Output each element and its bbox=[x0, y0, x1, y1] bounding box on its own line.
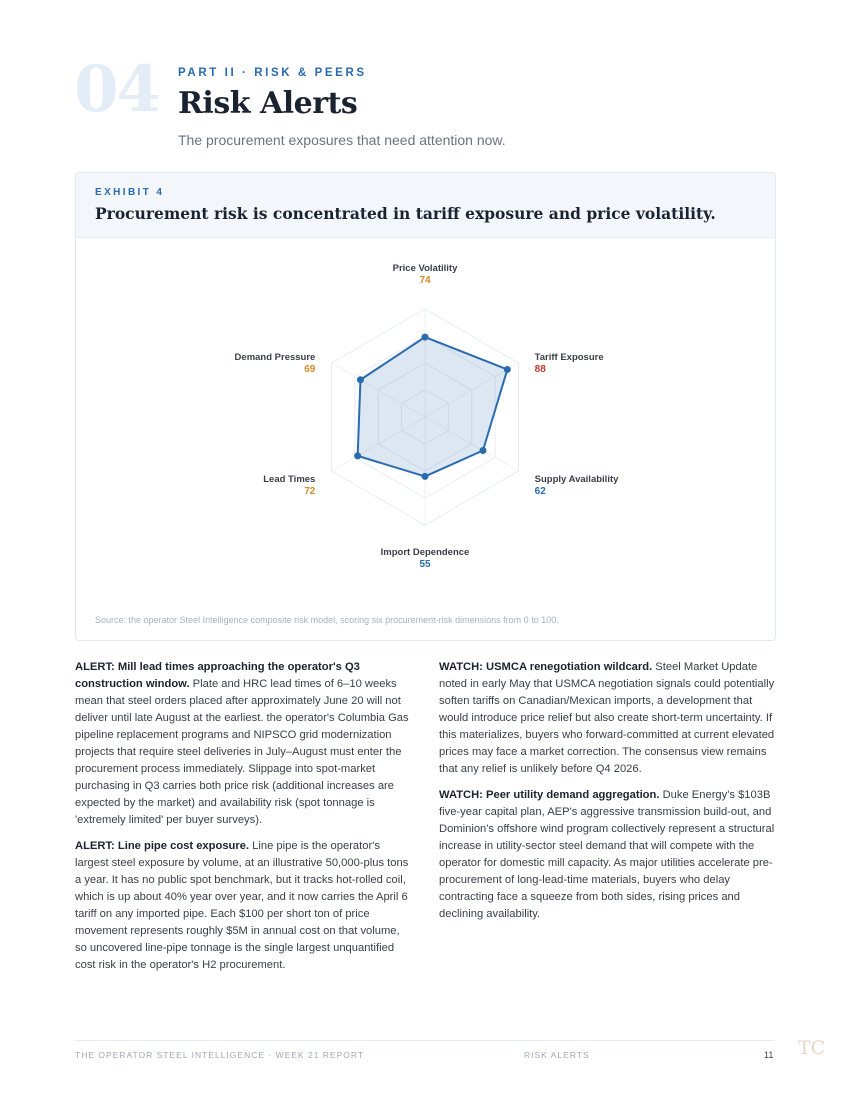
exhibit-card bbox=[75, 172, 776, 641]
radar-axis-label: Import Dependence bbox=[380, 547, 470, 558]
watch-paragraph bbox=[439, 787, 775, 923]
alert-paragraph bbox=[75, 838, 411, 974]
radar-series-area bbox=[358, 337, 508, 476]
radar-axis-label: Lead Times bbox=[263, 474, 316, 485]
footer-divider bbox=[75, 1040, 774, 1041]
radar-axis-label: Supply Availability bbox=[534, 474, 619, 485]
paragraph-text: Line pipe is the operator's largest steel exposure by volume, at an illustrative 50,000-plus tons a year. It has no public spot benchmark, but it tracks hot-rolled coil, which is up about 40% year over year, and it now carries the April 6 tariff on any imported pipe. Each $100 per short ton of price movement represents roughly $5M in annual cost on that volume, so uncovered line-pipe tonnage is the single largest unquantified cost risk in the operator's H2 procurement. bbox=[75, 840, 409, 971]
radar-axis-label: Demand Pressure bbox=[234, 352, 316, 363]
brand-logo: TC bbox=[798, 1037, 826, 1059]
exhibit-title: Procurement risk is concentrated in tariff exposure and price volatility. bbox=[95, 204, 716, 223]
radar-data-point bbox=[354, 452, 361, 459]
paragraph-lead: WATCH: USMCA renegotiation wildcard. bbox=[439, 661, 653, 673]
paragraph-lead: ALERT: Line pipe cost exposure. bbox=[75, 840, 250, 852]
radar-data-point bbox=[422, 334, 429, 341]
radar-data-point bbox=[479, 447, 486, 454]
page-number: 11 bbox=[764, 1050, 774, 1060]
radar-axis-label: Price Volatility bbox=[392, 263, 458, 274]
radar-value-label: 72 bbox=[304, 486, 316, 497]
radar-value-label: 62 bbox=[534, 486, 546, 497]
radar-data-point bbox=[504, 366, 511, 373]
radar-chart bbox=[76, 173, 775, 640]
paragraph-lead: WATCH: Peer utility demand aggregation. bbox=[439, 789, 660, 801]
radar-value-label: 74 bbox=[419, 275, 431, 286]
page-subtitle: The procurement exposures that need attention now. bbox=[178, 132, 506, 148]
paragraph-text: Steel Market Update noted in early May that USMCA negotiation signals could potentially soften tariffs on Canadian/Mexican imports, a development that would introduce price relief but also create short-term uncertainty. If this materializes, buyers who forward-committed at current elevated prices may face a market correction. The consensus view remains that any relief is unlikely before Q4 2026. bbox=[439, 661, 775, 775]
paragraph-text: Duke Energy's $103B five-year capital plan, AEP's aggressive transmission build-out, and Dominion's offshore wind program collectively represent a structural increase in utility-sector steel demand that will compete with the operator for domestic mill capacity. As major utilities accelerate pre-procurement of long-lead-time materials, buyers who delay contracting face a squeeze from both sides, rising prices and declining availability. bbox=[439, 789, 775, 920]
section-kicker: PART II · RISK & PEERS bbox=[178, 67, 367, 79]
exhibit-label: EXHIBIT 4 bbox=[95, 187, 165, 198]
radar-data-point bbox=[422, 473, 429, 480]
radar-value-label: 55 bbox=[419, 559, 431, 570]
radar-axis-label: Tariff Exposure bbox=[534, 352, 604, 363]
exhibit-source: Source: the operator Steel Intelligence composite risk model, scoring six procurement-risk dimensions from 0 to 100. bbox=[95, 615, 559, 625]
alert-paragraph bbox=[75, 659, 411, 829]
paragraph-lead: ALERT: Mill lead times approaching the operator's Q3 construction window. bbox=[75, 661, 360, 690]
footer-publication: THE OPERATOR STEEL INTELLIGENCE · WEEK 21 REPORT bbox=[75, 1050, 365, 1060]
section-number: 04 bbox=[74, 52, 160, 127]
radar-value-label: 88 bbox=[534, 364, 546, 375]
page-title: Risk Alerts bbox=[178, 86, 358, 121]
paragraph-text: Plate and HRC lead times of 6–10 weeks mean that steel orders placed after approximately June 20 will not deliver until late August at the earliest. the operator's Columbia Gas pipeline replacement programs and NIPSCO grid modernization projects that require steel deliveries in July–August must enter the procurement process immediately. Slippage into spot-market purchasing in Q3 carries both price risk (additional increases are expected by the market) and availability risk (spot tonnage is 'extremely limited' per buyer surveys). bbox=[75, 678, 409, 826]
radar-value-label: 69 bbox=[304, 364, 316, 375]
left-column bbox=[75, 659, 411, 983]
footer-section: RISK ALERTS bbox=[524, 1050, 590, 1060]
right-column bbox=[439, 659, 775, 932]
watch-paragraph bbox=[439, 659, 775, 778]
radar-data-point bbox=[357, 376, 364, 383]
